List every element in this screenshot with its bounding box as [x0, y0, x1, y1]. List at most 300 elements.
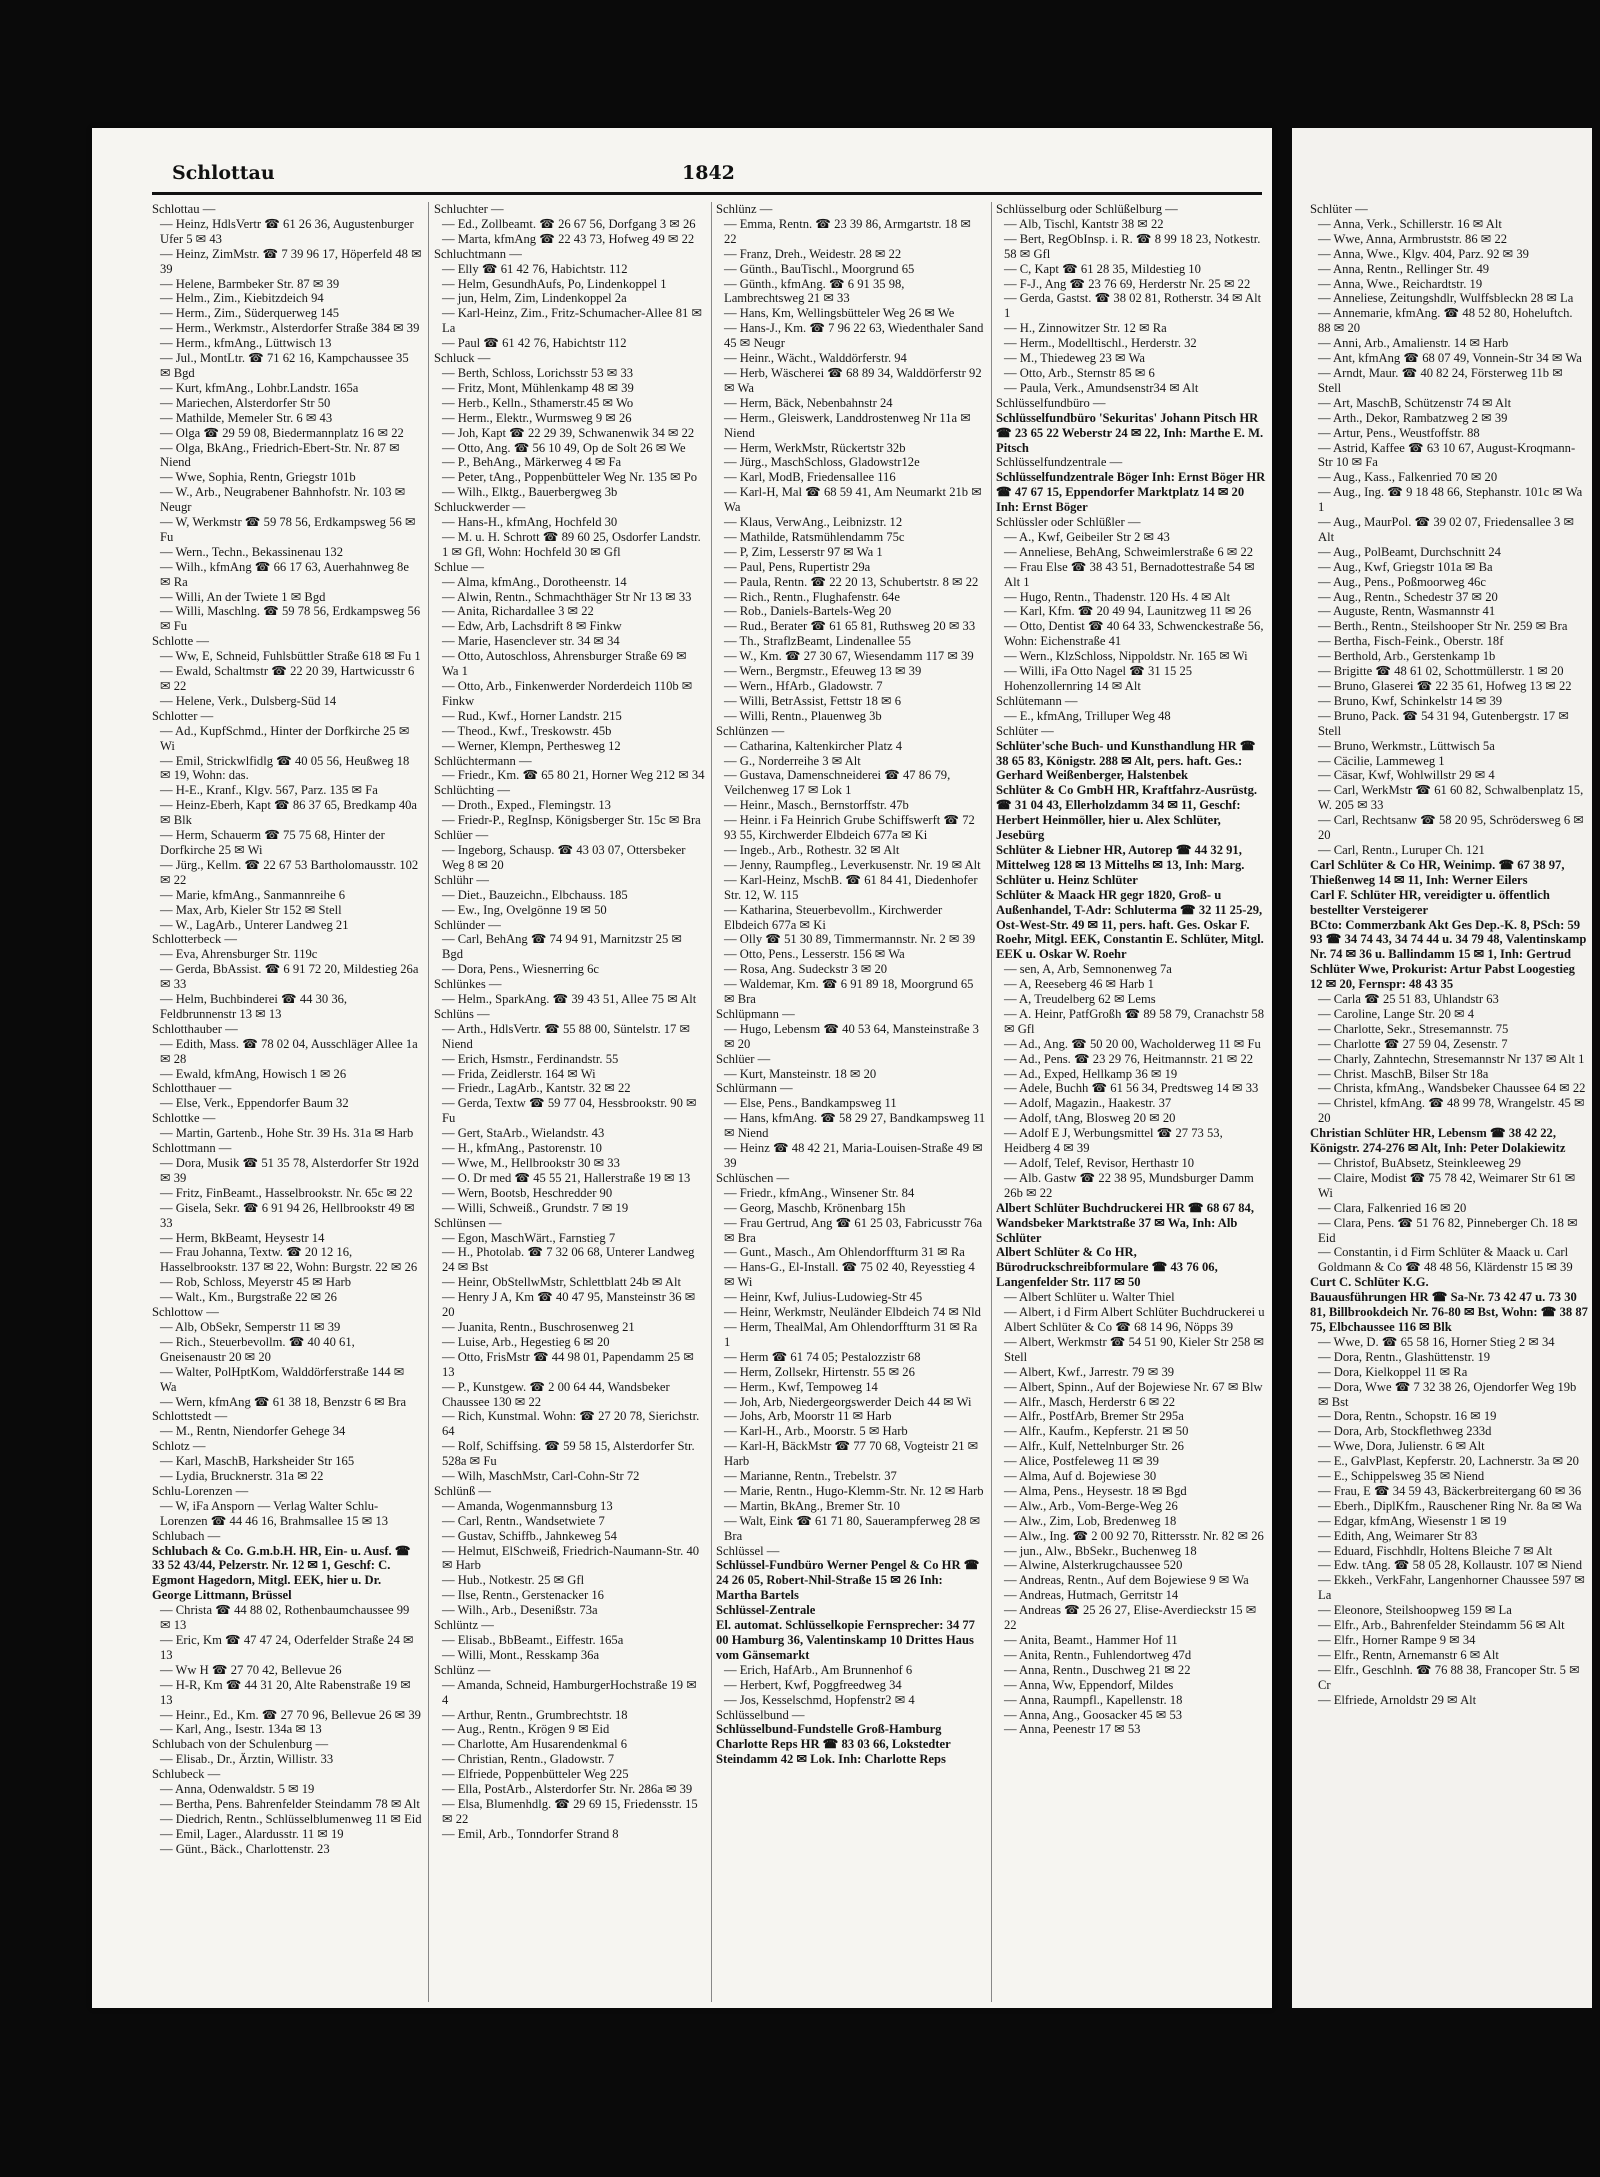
directory-entry: — A. Heinr, PatfGroßh ☎ 89 58 79, Cranachstr 58 ✉ Gfl [1004, 1006, 1265, 1036]
directory-entry: — Eric, Km ☎ 47 47 24, Oderfelder Straße 24 ✉ 13 [160, 1633, 414, 1662]
directory-entry: — Walt, Eink ☎ 61 71 80, Sauerampferweg 28 ✉ Bra [724, 1513, 981, 1543]
directory-entry: — Clara, Falkenried 16 ✉ 20 [1318, 1200, 1467, 1215]
surname-heading: Schlubach — [152, 1528, 221, 1543]
surname-heading: Schlüer — [716, 1051, 771, 1066]
surname-heading: Schlüsselburg oder Schlüßelburg — [996, 202, 1178, 216]
surname-heading: Schlünder — [434, 917, 501, 932]
directory-entry: — W, Werkmstr ☎ 59 78 56, Erdkampsweg 56 ✉ Fu [160, 515, 416, 544]
directory-entry: — Anna, Ang., Goosacker 45 ✉ 53 [1004, 1707, 1183, 1722]
directory-entry: — Emil, Strickwlfidlg ☎ 40 05 56, Heußweg 18 ✉ 19, Wohn: das. [160, 753, 410, 783]
directory-entry: — Paul, Pens, Rupertistr 29a [724, 559, 871, 574]
firm-entry: Schlüssel-Zentrale [716, 1603, 816, 1618]
directory-entry: — Heinr, ObStellwMstr, Schlettblatt 24b ✉ Alt [442, 1275, 682, 1290]
directory-entry: — Helmut, ElSchweiß, Friedrich-Naumann-Str. 40 ✉ Harb [442, 1543, 700, 1573]
directory-entry: — Anna, Rentn., Duschweg 21 ✉ 22 [1004, 1662, 1191, 1677]
column-divider [711, 202, 712, 2002]
directory-entry: — Mariechen, Alsterdorfer Str 50 [160, 395, 331, 410]
surname-heading: Schlue — [434, 559, 485, 574]
directory-entry: — Ad., KupfSchmd., Hinter der Dorfkirche 25 ✉ Wi [160, 723, 410, 753]
directory-entry: — Elsa, Blumenhdlg. ☎ 29 69 15, Friedensstr. 15 ✉ 22 [442, 1796, 698, 1826]
directory-entry: — Bruno, Glaserei ☎ 22 35 61, Hofweg 13 ✉ 22 [1318, 679, 1572, 693]
directory-entry: — Günth., kfmAng. ☎ 6 91 35 98, Lambrechtsweg 21 ✉ 33 [724, 276, 905, 306]
directory-entry: — Else, Pens., Bandkampsweg 11 [724, 1096, 897, 1111]
directory-entry: — Elfr., Geschlnh. ☎ 76 88 38, Francoper Str. 5 ✉ Cr [1318, 1662, 1580, 1692]
directory-entry: — Heinz-Eberh, Kapt ☎ 86 37 65, Bredkamp 40a ✉ Blk [160, 798, 418, 828]
directory-entry: — W., Arb., Neugrabener Bahnhofstr. Nr. 103 ✉ Neugr [160, 485, 406, 515]
surname-heading: Schlotter — [152, 708, 214, 723]
directory-entry: — Ad., Exped, Hellkamp 36 ✉ 19 [1004, 1066, 1178, 1081]
directory-entry: — Rich., Rentn., Flughafenstr. 64e [724, 589, 900, 604]
surname-heading: Schlotthauer — [152, 1081, 232, 1096]
directory-entry: — Bertha, Pens. Bahrenfelder Steindamm 78 ✉ Alt [160, 1796, 420, 1811]
directory-entry: — Adolf, tAng, Blosweg 20 ✉ 20 [1004, 1111, 1176, 1126]
surname-heading: Schlünz — [434, 1662, 491, 1677]
directory-entry: — Eleonore, Steilshoopweg 159 ✉ La [1318, 1603, 1512, 1618]
surname-heading: Schluchter — [434, 202, 504, 216]
surname-heading: Schlüpmann — [716, 1006, 795, 1021]
directory-entry: — Theod., Kwf., Treskowstr. 45b [442, 723, 612, 738]
directory-entry: — Herm., kfmAng., Lüttwisch 13 [160, 336, 332, 351]
directory-entry: — Karl-H., Arb., Moorstr. 5 ✉ Harb [724, 1424, 908, 1439]
directory-entry: — Elfr., Rentn, Arnemanstr 6 ✉ Alt [1318, 1647, 1499, 1662]
directory-entry: — Egon, MaschWärt., Farnstieg 7 [442, 1230, 616, 1245]
directory-entry: — Bert, RegObInsp. i. R. ☎ 8 99 18 23, Notkestr. 58 ✉ Gfl [1004, 231, 1261, 261]
directory-entry: — Adolf, Magazin., Haakestr. 37 [1004, 1096, 1172, 1111]
directory-entry: — Carl, WerkMstr ☎ 61 60 82, Schwalbenplatz 15, W. 205 ✉ 33 [1318, 783, 1584, 813]
directory-entry: — Wilh., kfmAng ☎ 66 17 63, Auerhahnweg 8e ✉ Ra [160, 559, 409, 589]
directory-entry: — Helene, Verk., Dulsberg-Süd 14 [160, 693, 337, 708]
directory-entry: — Astrid, Kaffee ☎ 63 10 67, August-Kroqmann-Str 10 ✉ Fa [1318, 440, 1576, 470]
directory-entry: — Herm, WerkMstr, Rückertstr 32b [724, 440, 906, 455]
directory-entry: — Aug., Rentn., Schedestr 37 ✉ 20 [1318, 589, 1498, 604]
directory-entry: — Andreas, Rentn., Auf dem Bojewiese 9 ✉ Wa [1004, 1573, 1249, 1588]
directory-entry: — Herbert, Kwf, Poggfreedweg 34 [724, 1677, 902, 1692]
directory-entry: — sen, A, Arb, Semnonenweg 7a [1004, 962, 1172, 977]
directory-entry: — Rich, Kunstmal. Wohn: ☎ 27 20 78, Sierichstr. 64 [442, 1409, 700, 1439]
directory-entry: — Friedr-P., RegInsp, Königsberger Str. 15c ✉ Bra [442, 813, 701, 828]
directory-entry: — Alw., Ing. ☎ 2 00 92 70, Rittersstr. Nr. 82 ✉ 26 [1004, 1528, 1264, 1543]
directory-entry: — Wilh, MaschMstr, Carl-Cohn-Str 72 [442, 1469, 640, 1484]
directory-entry: — Annemarie, kfmAng. ☎ 48 52 80, Hoheluftch. 88 ✉ 20 [1318, 306, 1573, 336]
firm-entry: Schlubach & Co. G.m.b.H. HR, Ein- u. Ausf. ☎ 33 52 43/44, Pelzerstr. Nr. 12 ✉ 1, Geschf: C. Egmont Hagedorn, Mitgl. EEK, hier u. Dr. George Littmann, Brüssel [152, 1543, 411, 1603]
directory-entry: — Walt., Km., Burgstraße 22 ✉ 26 [160, 1290, 337, 1305]
directory-entry: — Adolf E J, Werbungsmittel ☎ 27 73 53, Heidberg 4 ✉ 39 [1004, 1126, 1223, 1156]
directory-entry: — Brigitte ☎ 48 61 02, Schottmüllerstr. 1 ✉ 20 [1318, 664, 1564, 679]
directory-entry: — F-J., Ang ☎ 23 76 69, Herderstr Nr. 25 ✉ 22 [1004, 276, 1251, 291]
column-4 [996, 202, 1266, 2002]
directory-entry: — Edith, Ang, Weimarer Str 83 [1318, 1528, 1478, 1543]
directory-entry: — Edith, Mass. ☎ 78 02 04, Ausschläger Allee 1a ✉ 28 [160, 1036, 418, 1066]
directory-entry: — Herm ☎ 61 74 05; Pestalozzistr 68 [724, 1349, 921, 1364]
directory-entry: — Herm., Elektr., Wurmsweg 9 ✉ 26 [442, 410, 632, 425]
directory-entry: — Gerda, Gastst. ☎ 38 02 81, Rotherstr. 34 ✉ Alt 1 [1004, 291, 1262, 321]
directory-entry: — Paula, Rentn. ☎ 22 20 13, Schubertstr. 8 ✉ 22 [724, 574, 979, 589]
surname-heading: Schlünzen — [716, 723, 785, 738]
directory-entry: — Edw, Arb, Lachsdrift 8 ✉ Finkw [442, 619, 622, 634]
directory-entry: — Karl-Heinz, MschB. ☎ 61 84 41, Diedenhofer Str. 12, W. 115 [724, 872, 978, 902]
directory-entry: — Eva, Ahrensburger Str. 119c [160, 947, 318, 962]
directory-entry: — Willi, Rentn., Plauenweg 3b [724, 708, 882, 723]
directory-entry: — Frau, E ☎ 34 59 43, Bäckerbreitergang 60 ✉ 36 [1318, 1483, 1582, 1498]
directory-entry: — Berthold, Arb., Gerstenkamp 1b [1318, 649, 1496, 664]
directory-entry: — A., Kwf, Geibeiler Str 2 ✉ 43 [1004, 529, 1170, 544]
directory-entry: — Edw. tAng. ☎ 58 05 28, Kollaustr. 107 ✉ Niend [1318, 1558, 1582, 1573]
surname-heading: Schluckwerder — [434, 500, 526, 515]
directory-entry: — Alw., Arb., Vom-Berge-Weg 26 [1004, 1498, 1178, 1513]
firm-entry: Albert Schlüter Buchdruckerei HR ☎ 68 67 84, Wandsbeker Marktstraße 37 ✉ Wa, Inh: Alb Schlüter [996, 1200, 1254, 1245]
directory-entry: — Anita, Rentn., Fuhlendortweg 47d [1004, 1647, 1192, 1662]
directory-entry: — Elfr., Arb., Bahrenfelder Steindamm 56 ✉ Alt [1318, 1618, 1565, 1633]
directory-entry: — Ewald, kfmAng, Howisch 1 ✉ 26 [160, 1066, 347, 1081]
directory-entry: — W., Km. ☎ 27 30 67, Wiesendamm 117 ✉ 39 [724, 649, 974, 664]
directory-entry: — Alma, Pens., Heysestr. 18 ✉ Bgd [1004, 1483, 1187, 1498]
directory-entry: — Heinr. i Fa Heinrich Grube Schiffswerft ☎ 72 93 55, Kirchwerder Elbdeich 677a ✉ Ki [724, 813, 975, 843]
directory-entry: — Albert, Werkmstr ☎ 54 51 90, Kieler Str 258 ✉ Stell [1004, 1334, 1265, 1364]
surname-heading: Schlünkes — [434, 977, 502, 992]
page-number: 1842 [682, 162, 735, 184]
directory-entry: — H., kfmAng., Pastorenstr. 10 [442, 1141, 602, 1156]
surname-heading: Schlühr — [434, 872, 489, 887]
surname-heading: Schlüssel — [716, 1543, 780, 1558]
directory-entry: — Charlotte, Am Husarendenkmal 6 [442, 1737, 628, 1752]
firm-entry: Schlüsselfundzentrale Böger Inh: Ernst Böger HR ☎ 47 67 15, Eppendorfer Marktplatz 14 ✉ 20 Inh: Ernst Böger [996, 470, 1266, 515]
directory-entry: — Ilse, Rentn., Gerstenacker 16 [442, 1588, 604, 1603]
directory-entry: — Artur, Pens., Weustfoffstr. 88 [1318, 425, 1480, 440]
directory-entry: — E., kfmAng, Trilluper Weg 48 [1004, 708, 1171, 723]
directory-entry: — Gustava, Damenschneiderei ☎ 47 86 79, Veilchenweg 17 ✉ Lok 1 [724, 768, 951, 798]
directory-entry: — Rud., Berater ☎ 61 65 81, Ruthsweg 20 ✉ 33 [724, 619, 976, 634]
directory-entry: — Dora, Pens., Wiesnerring 6c [442, 962, 599, 977]
page-title: Schlottau [172, 162, 275, 184]
directory-entry: — Otto, Arb., Finkenwerder Norderdeich 110b ✉ Finkw [442, 679, 693, 708]
directory-entry: — Jenny, Raumpfleg., Leverkusenstr. Nr. 19 ✉ Alt [724, 857, 981, 872]
firm-entry: Schlüter & Liebner HR, Autorep ☎ 44 32 91, Mittelweg 128 ✉ 13 Mittelhs ✉ 13, Inh: Marg. Schlüter u. Heinz Schlüter [996, 842, 1245, 887]
directory-entry: — Jürg., MaschSchloss, Gladowstr12e [724, 455, 920, 470]
directory-entry: — Heinr., Ed., Km. ☎ 27 70 96, Bellevue 26 ✉ 39 [160, 1707, 421, 1722]
directory-entry: — Rob, Schloss, Meyerstr 45 ✉ Harb [160, 1275, 352, 1290]
surname-heading: Schlüns — [434, 1006, 490, 1021]
directory-entry: — Heinr., Wächt., Walddörferstr. 94 [724, 351, 907, 366]
directory-entry: — Wern., Bergmstr., Efeuweg 13 ✉ 39 [724, 664, 922, 679]
directory-entry: — Anna, Wwe., Klgv. 404, Parz. 92 ✉ 39 [1318, 246, 1529, 261]
directory-entry: — M., Thiedeweg 23 ✉ Wa [1004, 351, 1145, 366]
directory-entry: — Heinr., Masch., Bernstorffstr. 47b [724, 798, 909, 813]
directory-entry: — Helm, GesundhAufs, Po, Lindenkoppel 1 [442, 276, 667, 291]
directory-entry: — Olga ☎ 29 59 08, Biedermannplatz 16 ✉ 22 [160, 425, 404, 440]
directory-entry: — Frau Gertrud, Ang ☎ 61 25 03, Fabricusstr 76a ✉ Bra [724, 1215, 983, 1245]
directory-entry: — Wwe, D. ☎ 65 58 16, Horner Stieg 2 ✉ 34 [1318, 1334, 1555, 1349]
directory-entry: — Willi, An der Twiete 1 ✉ Bgd [160, 589, 326, 604]
directory-entry: — Art, MaschB, Schützenstr 74 ✉ Alt [1318, 395, 1512, 410]
directory-entry: — Ant, kfmAng ☎ 68 07 49, Vonnein-Str 34 ✉ Wa [1318, 351, 1582, 366]
directory-entry: — Otto, Dentist ☎ 40 64 33, Schwenckestraße 56, Wohn: Eichenstraße 41 [1004, 619, 1264, 649]
directory-entry: — C, Kapt ☎ 61 28 35, Mildestieg 10 [1004, 261, 1201, 276]
directory-entry: — Catharina, Kaltenkircher Platz 4 [724, 738, 902, 753]
firm-entry: Albert Schlüter & Co HR, Bürodruckschreibformulare ☎ 43 76 06, Langenfelder Str. 117 ✉ 50 [996, 1245, 1218, 1290]
firm-entry: BCto: Commerzbank Akt Ges Dep.-K. 8, PSch: 59 93 ☎ 34 74 43, 34 74 44 u. 34 79 48, Valentinskamp Nr. 74 ✉ 36 u. Ballindamm 15 ✉ 1, Inh: Gertrud Schlüter Wwe, Prokurist: Artur Pabst Loogestieg 12 ✉ 20, Fernspr: 48 43 35 [1310, 917, 1587, 992]
directory-entry: — E., Schippelsweg 35 ✉ Niend [1318, 1469, 1485, 1484]
directory-entry: — Anneliese, Zeitungshdlr, Wulffsbleckn 28 ✉ La [1318, 291, 1574, 306]
directory-entry: — Arth., Dekor, Rambatzweg 2 ✉ 39 [1318, 410, 1508, 425]
surname-heading: Schluck — [434, 351, 491, 366]
directory-entry: — Gerda, BbAssist. ☎ 6 91 72 20, Mildestieg 26a ✉ 33 [160, 962, 419, 992]
directory-entry: — Frida, Zeidlerstr. 164 ✉ Wi [442, 1066, 596, 1081]
surname-heading: Schlünz — [716, 202, 773, 216]
directory-entry: — Christ. MaschB, Bilser Str 18a [1318, 1066, 1489, 1081]
directory-entry: — Ekkeh., VerkFahr, Langenhorner Chaussee 597 ✉ La [1318, 1573, 1585, 1603]
directory-entry: — Ad., Pens. ☎ 23 29 76, Heitmannstr. 21 ✉ 22 [1004, 1051, 1254, 1066]
directory-entry: — Wern., HfArb., Gladowstr. 7 [724, 679, 883, 693]
directory-entry: — H., Photolab. ☎ 7 32 06 68, Unterer Landweg 24 ✉ Bst [442, 1245, 695, 1275]
directory-entry: — Hans, Km, Wellingsbütteler Weg 26 ✉ We [724, 306, 955, 321]
directory-entry: — Günt., Bäck., Charlottenstr. 23 [160, 1841, 330, 1856]
directory-entry: — Helm, Buchbinderei ☎ 44 30 36, Feldbrunnenstr 13 ✉ 13 [160, 992, 348, 1021]
directory-entry: — Herm, Schauerm ☎ 75 75 68, Hinter der Dorfkirche 25 ✉ Wi [160, 828, 385, 857]
directory-entry: — Herm, Zollsekr, Hirtenstr. 55 ✉ 26 [724, 1364, 915, 1379]
directory-entry: — Heinr, Werkmstr, Neuländer Elbdeich 74 ✉ Nld [724, 1305, 981, 1320]
directory-entry: — Max, Arb, Kieler Str 152 ✉ Stell [160, 902, 342, 917]
directory-entry: — Carl, BehAng ☎ 74 94 91, Marnitzstr 25 ✉ Bgd [442, 932, 682, 962]
directory-entry: — Eberh., DiplKfm., Rauschener Ring Nr. 8a ✉ Wa [1318, 1498, 1582, 1513]
directory-entry: — A, Reeseberg 46 ✉ Harb 1 [1004, 977, 1154, 992]
surname-heading: Schlotte — [152, 634, 210, 649]
directory-entry: — Anna, Ww, Eppendorf, Mildes [1004, 1677, 1174, 1692]
directory-entry: — Hans-G., El-Install. ☎ 75 02 40, Reyesstieg 4 ✉ Wi [724, 1260, 975, 1290]
directory-entry: — Christa, kfmAng., Wandsbeker Chaussee 64 ✉ 22 [1318, 1081, 1586, 1096]
surname-heading: Schlüssler oder Schlüßler — [996, 515, 1141, 530]
directory-entry: — Arth., HdlsVertr. ☎ 55 88 00, Süntelstr. 17 ✉ Niend [442, 1021, 691, 1051]
surname-heading: Schlütemann — [996, 693, 1078, 708]
directory-entry: — Carl, Rentn., Wandsetwiete 7 [442, 1513, 605, 1528]
directory-entry: — Mathilde, Memeler Str. 6 ✉ 43 [160, 410, 333, 425]
directory-entry: — Günth., BauTischl., Moorgrund 65 [724, 261, 915, 276]
directory-entry: — Herm., Werkmstr., Alsterdorfer Straße 384 ✉ 39 [160, 321, 420, 336]
directory-entry: — Martin, Gartenb., Hohe Str. 39 Hs. 31a ✉ Harb [160, 1126, 414, 1141]
directory-entry: — Karl, ModB, Friedensallee 116 [724, 470, 896, 485]
directory-entry: — Aug., MaurPol. ☎ 39 02 07, Friedensallee 3 ✉ Alt [1318, 515, 1575, 544]
surname-heading: Schlüchtermann — [434, 753, 532, 768]
directory-entry: — Alfr., Kulf, Nettelnburger Str. 26 [1004, 1439, 1184, 1454]
surname-heading: Schlünß — [434, 1483, 492, 1498]
directory-entry: — Hub., Notkestr. 25 ✉ Gfl [442, 1573, 585, 1588]
directory-entry: — Bertha, Fisch-Feink., Oberstr. 18f [1318, 634, 1504, 649]
directory-entry: — Charlotte ☎ 27 59 04, Zesenstr. 7 [1318, 1036, 1508, 1051]
surname-heading: Schlüsselfundbüro — [996, 395, 1106, 410]
directory-entry: — Ella, PostArb., Alsterdorfer Str. Nr. 286a ✉ 39 [442, 1782, 693, 1797]
directory-entry: — Heinz, ZimMstr. ☎ 7 39 96 17, Höperfeld 48 ✉ 39 [160, 246, 422, 276]
directory-entry: — Adele, Buchh ☎ 61 56 34, Predtsweg 14 ✉ 33 [1004, 1081, 1259, 1096]
directory-entry: — Albert, i d Firm Albert Schlüter Buchdruckerei u Albert Schlüter & Co ☎ 68 14 96, Nöpps 39 [1004, 1305, 1265, 1334]
directory-entry: — Willi, iFa Otto Nagel ☎ 31 15 25 Hohenzollernring 14 ✉ Alt [1004, 664, 1193, 693]
directory-entry: — Friedr., LagArb., Kantstr. 32 ✉ 22 [442, 1081, 631, 1096]
directory-entry: — Emil, Arb., Tonndorfer Strand 8 [442, 1826, 619, 1841]
directory-entry: — Heinr, Kwf, Julius-Ludowieg-Str 45 [724, 1290, 923, 1305]
directory-entry: — jun., Alw., BbSekr., Buchenweg 18 [1004, 1543, 1197, 1558]
directory-entry: — Karl-H, BäckMstr ☎ 77 70 68, Vogteistr 21 ✉ Harb [724, 1439, 979, 1469]
page-header [92, 128, 1272, 188]
directory-entry: — Gerda, Textw ☎ 59 77 04, Hessbrookstr. 90 ✉ Fu [442, 1096, 697, 1126]
directory-entry: — Diedrich, Rentn., Schlüsselblumenweg 11 ✉ Eid [160, 1811, 422, 1826]
directory-entry: — Alma, Auf d. Bojewiese 30 [1004, 1469, 1157, 1484]
directory-entry: — Erich, Hsmstr., Ferdinandstr. 55 [442, 1051, 619, 1066]
directory-entry: — Frau Johanna, Textw. ☎ 20 12 16, Hasselbrookstr. 137 ✉ 22, Wohn: Burgstr. 22 ✉ 26 [160, 1245, 418, 1275]
directory-entry: — Marianne, Rentn., Trebelstr. 37 [724, 1469, 897, 1484]
surname-heading: Schlüter — [1310, 202, 1368, 216]
next-page-edge [1292, 128, 1592, 2008]
directory-entry: — Johs, Arb, Moorstr 11 ✉ Harb [724, 1409, 892, 1424]
directory-entry: — H-E., Kranf., Klgv. 567, Parz. 135 ✉ Fa [160, 783, 378, 798]
directory-entry: — Marie, kfmAng., Sanmannreihe 6 [160, 887, 346, 902]
directory-entry: — Dora, Wwe ☎ 7 32 38 26, Ojendorfer Weg 19b ✉ Bst [1318, 1379, 1577, 1409]
directory-entry: — Berth, Schloss, Lorichsstr 53 ✉ 33 [442, 365, 634, 380]
directory-entry: — Fritz, Mont, Mühlenkamp 48 ✉ 39 [442, 380, 634, 395]
directory-entry: — Anna, Peenestr 17 ✉ 53 [1004, 1722, 1141, 1737]
firm-entry: Schlüsselfundbüro 'Sekuritas' Johann Pitsch HR ☎ 23 65 22 Weberstr 24 ✉ 22, Inh: Marthe E. M. Pitsch [996, 410, 1264, 455]
firm-entry: Christian Schlüter HR, Lebensm ☎ 38 42 22, Königstr. 274-276 ✉ Alt, Inh: Peter Dolakiewitz [1310, 1126, 1566, 1156]
directory-entry: — Olga, BkAng., Friedrich-Ebert-Str. Nr. 87 ✉ Niend [160, 440, 400, 470]
directory-entry: — Marta, kfmAng ☎ 22 43 73, Hofweg 49 ✉ 22 [442, 231, 695, 246]
firm-entry: Schlüter & Co GmbH HR, Kraftfahrz-Ausrüstg. ☎ 31 04 43, Ellerholzdamm 34 ✉ 11, Geschf: Herbert Heinmöller, hier u. Alex Schlüter, Jesebürg [996, 783, 1258, 843]
surname-heading: Schlottau — [152, 202, 216, 216]
surname-heading: Schlotthauber — [152, 1021, 238, 1036]
directory-entry: — A, Treudelberg 62 ✉ Lems [1004, 992, 1156, 1007]
surname-heading: Schlüer — [434, 828, 489, 843]
directory-entry: — Adolf, Telef, Revisor, Herthastr 10 [1004, 1156, 1195, 1170]
directory-entry: — W., LagArb., Unterer Landweg 21 [160, 917, 349, 932]
directory-entry: — Alwine, Alsterkrugchaussee 520 [1004, 1558, 1183, 1573]
directory-entry: — Dora, Kielkoppel 11 ✉ Ra [1318, 1364, 1468, 1379]
directory-entry: — Erich, HafArb., Am Brunnenhof 6 [724, 1662, 913, 1677]
directory-entry: — Alwin, Rentn., Schmachthäger Str Nr 13 ✉ 33 [442, 589, 692, 604]
directory-entry: — Anneliese, BehAng, Schweimlerstraße 6 ✉ 22 [1004, 544, 1254, 559]
directory-entry: — Karl, Kfm. ☎ 20 49 94, Launitzweg 11 ✉ 26 [1004, 604, 1252, 619]
directory-entry: — Herm., Kwf, Tempoweg 14 [724, 1379, 878, 1394]
directory-entry: — Elisab., Dr., Ärztin, Willistr. 33 [160, 1752, 334, 1767]
directory-entry: — Luise, Arb., Hegestieg 6 ✉ 20 [442, 1334, 610, 1349]
directory-entry: — Rolf, Schiffsing. ☎ 59 58 15, Alsterdorfer Str. 528a ✉ Fu [442, 1439, 695, 1469]
directory-entry: — Waldemar, Km. ☎ 6 91 89 18, Moorgrund 65 ✉ Bra [724, 977, 974, 1007]
surname-heading: Schlüschen — [716, 1170, 790, 1185]
directory-entry: — Alfr., Masch, Herderstr 6 ✉ 22 [1004, 1394, 1176, 1409]
directory-entry: — Clara, Pens. ☎ 51 76 82, Pinneberger Ch. 18 ✉ Eid [1318, 1215, 1578, 1245]
directory-entry: — Cäcilie, Lammeweg 1 [1318, 753, 1445, 768]
directory-entry: — Alice, Postfeleweg 11 ✉ 39 [1004, 1454, 1159, 1469]
directory-entry: — Christof, BuAbsetz, Steinkleeweg 29 [1318, 1156, 1521, 1170]
directory-entry: — Dora, Musik ☎ 51 35 78, Alsterdorfer Str 192d ✉ 39 [160, 1156, 419, 1185]
directory-entry: — Friedr., Km. ☎ 65 80 21, Horner Weg 212 ✉ 34 [442, 768, 705, 783]
directory-entry: — Arndt, Maur. ☎ 40 82 24, Försterweg 11b ✉ Stell [1318, 365, 1563, 395]
directory-entry: — Dora, Rentn., Schopstr. 16 ✉ 19 [1318, 1409, 1497, 1424]
directory-entry: — Aug., Kass., Falkenried 70 ✉ 20 [1318, 470, 1498, 485]
directory-entry: — Elfriede, Poppenbütteler Weg 225 [442, 1767, 629, 1782]
directory-entry: — Carl, Rentn., Luruper Ch. 121 [1318, 842, 1485, 857]
directory-entry: — Albert, Spinn., Auf der Bojewiese Nr. 67 ✉ Blw [1004, 1379, 1263, 1394]
directory-entry: — Katharina, Steuerbevollm., Kirchwerder Elbdeich 677a ✉ Ki [724, 902, 943, 932]
directory-entry: — Frau Else ☎ 38 43 51, Bernadottestraße 54 ✉ Alt 1 [1004, 559, 1255, 589]
column-3 [716, 202, 986, 2002]
directory-entry: — Hans-J., Km. ☎ 7 96 22 63, Wiedenthaler Sand 45 ✉ Neugr [724, 321, 984, 351]
directory-entry: — Wwe, Anna, Armbruststr. 86 ✉ 22 [1318, 231, 1508, 246]
directory-entry: — Constantin, i d Firm Schlüter & Maack u. Carl Goldmann & Co ☎ 48 48 56, Klärdenstr 15 ✉ 39 [1318, 1245, 1573, 1275]
directory-entry: — Elfr., Horner Rampe 9 ✉ 34 [1318, 1633, 1476, 1647]
directory-entry: — Willi, Schweiß., Grundstr. 7 ✉ 19 [442, 1200, 629, 1215]
directory-entry: — Dora, Arb, Stockflethweg 233d [1318, 1424, 1492, 1439]
directory-entry: — Christian, Rentn., Gladowstr. 7 [442, 1752, 615, 1767]
directory-entry: — H., Zinnowitzer Str. 12 ✉ Ra [1004, 321, 1167, 336]
surname-heading: Schlüchting — [434, 783, 510, 798]
directory-entry: — Aug., Rentn., Krögen 9 ✉ Eid [442, 1722, 610, 1737]
directory-entry: — P., Kunstgew. ☎ 2 00 64 44, Wandsbeker Chaussee 130 ✉ 22 [442, 1379, 670, 1409]
directory-entry: — Herm, Bäck, Nebenbahnstr 24 [724, 395, 893, 410]
directory-entry: — Emil, Lager., Alardusstr. 11 ✉ 19 [160, 1826, 344, 1841]
directory-entry: — E., GalvPlast, Kepferstr. 20, Lachnerstr. 3a ✉ 20 [1318, 1454, 1579, 1469]
next-page-column [1310, 202, 1588, 2002]
directory-entry: — Klaus, VerwAng., Leibnizstr. 12 [724, 515, 903, 530]
directory-entry: — Alma, kfmAng., Dorotheenstr. 14 [442, 574, 627, 589]
surname-heading: Schlüsselbund — [716, 1707, 805, 1722]
surname-heading: Schlottow — [152, 1305, 219, 1320]
directory-entry: — Anita, Richardallee 3 ✉ 22 [442, 604, 594, 619]
directory-entry: — Franz, Dreh., Weidestr. 28 ✉ 22 [724, 246, 902, 261]
directory-entry: — Alfr., PostfArb, Bremer Str 295a [1004, 1409, 1184, 1424]
directory-entry: — Herm., Zim., Süderquerweg 145 [160, 306, 340, 321]
directory-entry: — Anna, Wwe., Reichardtstr. 19 [1318, 276, 1483, 291]
directory-entry: — Anni, Arb., Amalienstr. 14 ✉ Harb [1318, 336, 1509, 351]
directory-entry: — Amanda, Wogenmannsburg 13 [442, 1498, 613, 1513]
directory-entry: — Lydia, Brucknerstr. 31a ✉ 22 [160, 1469, 324, 1484]
directory-entry: — Droth., Exped., Flemingstr. 13 [442, 798, 611, 813]
surname-heading: Schlünsen — [434, 1215, 502, 1230]
directory-entry: — Carl, Rechtsanw ☎ 58 20 95, Schrödersweg 6 ✉ 20 [1318, 813, 1584, 843]
directory-entry: — Jürg., Kellm. ☎ 22 67 53 Bartholomausstr. 102 ✉ 22 [160, 857, 419, 887]
surname-heading: Schlotterbeck — [152, 932, 237, 947]
directory-entry: — Juanita, Rentn., Buschrosenweg 21 [442, 1319, 635, 1334]
directory-entry: — Wwe, Sophia, Rentn, Griegstr 101b [160, 470, 356, 485]
directory-entry: — Aug., Kwf, Griegstr 101a ✉ Ba [1318, 559, 1493, 574]
directory-entry: — Mathilde, Ratsmühlendamm 75c [724, 529, 905, 544]
directory-entry: — Jul., MontLtr. ☎ 71 62 16, Kampchaussee 35 ✉ Bgd [160, 351, 409, 380]
directory-entry: — Rich., Steuerbevollm. ☎ 40 40 61, Gneisenaustr 20 ✉ 20 [160, 1334, 355, 1364]
directory-entry: — Wern., KlzSchloss, Nippoldstr. Nr. 165 ✉ Wi [1004, 649, 1248, 664]
directory-entry: — Wwe, Dora, Julienstr. 6 ✉ Alt [1318, 1439, 1485, 1454]
directory-entry: — Kurt, Mansteinstr. 18 ✉ 20 [724, 1066, 877, 1081]
firm-entry: Carl F. Schlüter HR, vereidigter u. öffentlich bestellter Versteigerer [1310, 887, 1550, 917]
directory-entry: — Emma, Rentn. ☎ 23 39 86, Armgartstr. 18 ✉ 22 [724, 216, 971, 246]
directory-entry: — Alb, Tischl, Kantstr 38 ✉ 22 [1004, 216, 1164, 231]
directory-entry: — Herb, Wäscherei ☎ 68 89 34, Walddörferstr 92 ✉ Wa [724, 365, 982, 395]
directory-entry: — Edgar, kfmAng, Wiesenstr 1 ✉ 19 [1318, 1513, 1507, 1528]
directory-entry: — Eduard, Fischhdlr, Holtens Bleiche 7 ✉ Alt [1318, 1543, 1553, 1558]
directory-entry: — Berth., Rentn., Steilshooper Str Nr. 259 ✉ Bra [1318, 619, 1568, 634]
directory-entry: — Herm, BkBeamt, Heysestr 14 [160, 1230, 325, 1245]
surname-heading: Schlüsselfundzentrale — [996, 455, 1123, 470]
directory-entry: — Peter, tAng., Poppenbütteler Weg Nr. 135 ✉ Po [442, 470, 698, 485]
directory-entry: — Ad., Ang. ☎ 50 20 00, Wacholderweg 11 ✉ Fu [1004, 1036, 1261, 1051]
directory-entry: — Friedr., kfmAng., Winsener Str. 84 [724, 1185, 915, 1200]
directory-entry: — M. u. H. Schrott ☎ 89 60 25, Osdorfer Landstr. 1 ✉ Gfl, Wohn: Hochfeld 30 ✉ Gfl [442, 529, 701, 559]
column-2 [434, 202, 706, 2002]
directory-entry: — Helm., Zim., Kiebitzdeich 94 [160, 291, 324, 306]
directory-entry: — Paul ☎ 61 42 76, Habichtstr 112 [442, 336, 627, 351]
surname-heading: Schlüter — [996, 723, 1054, 738]
directory-entry: — Hans-H., kfmAng, Hochfeld 30 [442, 515, 618, 530]
directory-entry: — Kurt, kfmAng., Lohbr.Landstr. 165a [160, 380, 359, 395]
directory-entry: — Willi, Mont., Resskamp 36a [442, 1647, 600, 1662]
directory-entry: — Claire, Modist ☎ 75 78 42, Weimarer Str 61 ✉ Wi [1318, 1170, 1576, 1200]
directory-entry: — Rosa, Ang. Sudeckstr 3 ✉ 20 [724, 962, 888, 977]
directory-entry: — Alfr., Kaufm., Kepferstr. 21 ✉ 50 [1004, 1424, 1189, 1439]
directory-entry: — Wwe, M., Hellbrookstr 30 ✉ 33 [442, 1156, 620, 1170]
